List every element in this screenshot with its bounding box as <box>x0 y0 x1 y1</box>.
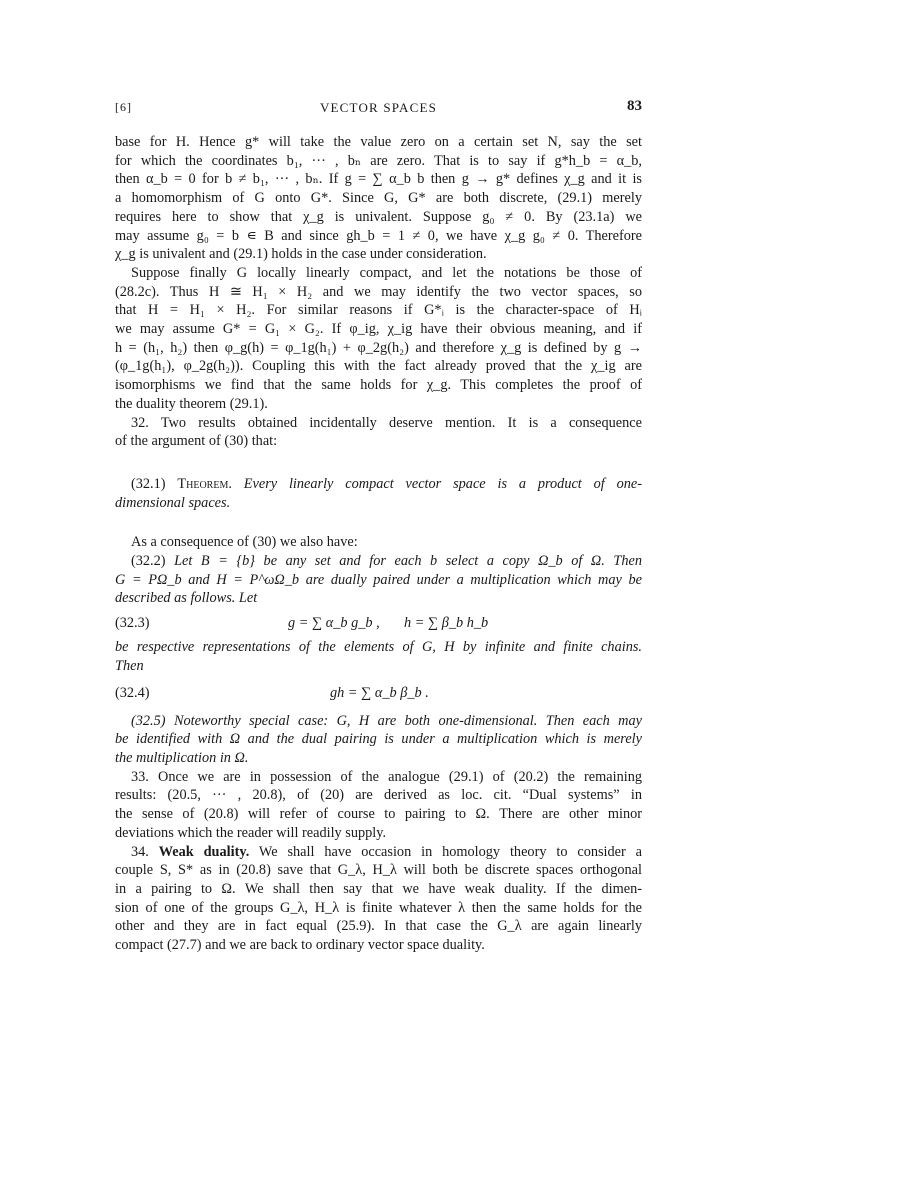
text-line: 33. Once we are in possession of the analogue (29.1) of (20.2) the remaining <box>131 768 642 785</box>
text-line: base for H. Hence g* will take the value zero on a certain set N, say the set <box>115 134 642 150</box>
proposition-number: (32.2) <box>131 553 166 570</box>
text-line: deviations which the reader will readily supply. <box>115 824 387 841</box>
text-line: (φ_1g(h₁), φ_2g(h₂)). Coupling this with the fact already proved that the χ_ig are <box>115 358 642 375</box>
paragraph-consequence <box>115 533 642 552</box>
text-line: a homomorphism of G onto G*. Since G, G* are both discrete, (29.1) merely <box>115 190 642 207</box>
text-line: Then <box>115 657 144 674</box>
text-line: As a consequence of (30) we also have: <box>131 534 358 551</box>
text-line: be identified with Ω and the dual pairing is under a multiplication which is merely <box>115 731 642 748</box>
page-number: 83 <box>627 98 642 114</box>
text-line: couple S, S* as in (20.8) save that G_λ, H_λ will both be discrete spaces orthogonal <box>115 862 642 879</box>
text-line: 32. Two results obtained incidentally deserve mention. It is a consequence <box>131 414 642 431</box>
text-line: χ_g is univalent and (29.1) holds in the case under consideration. <box>115 246 487 263</box>
paragraph-proof-discrete <box>115 133 642 264</box>
text-line: the multiplication in Ω. <box>115 749 249 766</box>
text-line: (28.2c). Thus H ≅ H₁ × H₂ and we may identify the two vector spaces, so <box>115 283 642 300</box>
proposition-32-2 <box>115 552 642 608</box>
text-line: then α_b = 0 for b ≠ b₁, ··· , bₙ. If g = ∑ α_b b then g → g* defines χ_g and it is <box>115 171 642 188</box>
text-line: sion of one of the groups G_λ, H_λ is finite whatever λ then the same holds for the <box>115 899 642 916</box>
text-line: (32.2) Let B = {b} be any set and for each b select a copy Ω_b of Ω. Then <box>131 553 642 570</box>
theorem-32-1 <box>115 475 642 512</box>
chapter-title: VECTOR SPACES <box>319 100 438 115</box>
text-line: we may assume G* = G₁ × G₂. If φ_ig, χ_ig have their obvious meaning, and if <box>115 321 642 338</box>
text-line: h = (h₁, h₂) then φ_g(h) = φ_1g(h₁) + φ_2g(h₂) and therefore χ_g is defined by g → <box>115 339 642 356</box>
equation-32-4 <box>115 682 642 704</box>
text-line: the sense of (20.8) will refer of course to pairing to Ω. There are other minor <box>115 806 642 823</box>
equation-left: g = ∑ α_b g_b , <box>288 615 380 632</box>
theorem-number: (32.1) <box>131 475 166 492</box>
section-marker: [6] <box>115 100 132 114</box>
book-page <box>115 98 642 955</box>
text-line: isomorphisms we find that the same holds for χ_g. This completes the proof of <box>115 377 642 394</box>
section-number: 34. <box>131 843 149 860</box>
equation-32-3 <box>115 612 642 634</box>
text-line: in a pairing to Ω. We shall then say that we have weak duality. If the dimen- <box>115 880 642 897</box>
text-line: be respective representations of the elements of G, H by infinite and finite chains. <box>115 639 642 656</box>
text-line: compact (27.7) and we are back to ordinary vector space duality. <box>115 937 485 954</box>
text-line: 34. Weak duality. We shall have occasion in homology theory to consider a <box>131 843 643 860</box>
text-line: may assume g₀ = b ∊ B and since gh_b = 1 ≠ 0, we have χ_g g₀ ≠ 0. Therefore <box>115 227 642 244</box>
running-header <box>115 98 642 118</box>
text-line: requires here to show that χ_g is univalent. Suppose g₀ ≠ 0. By (23.1a) we <box>115 208 642 225</box>
theorem-text: Every linearly compact vector space is a product of one- <box>243 475 642 492</box>
text-line: other and they are in fact equal (25.9). In that case the G_λ are again linearly <box>115 918 642 935</box>
text-line: (32.5) Noteworthy special case: G, H are both one-dimensional. Then each may <box>131 712 642 729</box>
equation-expression: gh = ∑ α_b β_b . <box>330 684 429 701</box>
text-line: the duality theorem (29.1). <box>115 395 268 412</box>
section-heading: Weak duality. <box>158 843 250 860</box>
page-body <box>115 133 642 955</box>
text-line: that H = H₁ × H₂. For similar reasons if G*ᵢ is the character-space of Hᵢ <box>115 302 642 319</box>
special-case-32-5 <box>115 712 642 768</box>
text-line: results: (20.5, ··· , 20.8), of (20) are derived as loc. cit. “Dual systems” in <box>115 787 642 804</box>
text-line: for which the coordinates b₁, ··· , bₙ are zero. That is to say if g*h_b = α_b, <box>115 152 642 169</box>
text-line: described as follows. Let <box>115 590 258 607</box>
paragraph-locally-compact <box>115 264 642 414</box>
equation-number: (32.3) <box>115 615 150 632</box>
text-line: G = PΩ_b and H = P^ωΩ_b are dually paired under a multiplication which may be <box>115 571 642 588</box>
theorem-label: Theorem. <box>177 475 232 492</box>
paragraph-section-34 <box>115 843 642 955</box>
paragraph-representations <box>115 638 642 675</box>
equation-right: h = ∑ β_b h_b <box>404 615 489 632</box>
text-line <box>115 475 642 494</box>
paragraph-section-32 <box>115 414 642 451</box>
text-line: dimensional spaces. <box>115 494 231 511</box>
paragraph-section-33 <box>115 768 642 843</box>
equation-number: (32.4) <box>115 684 150 701</box>
text-line: Suppose finally G locally linearly compact, and let the notations be those of <box>131 264 642 281</box>
text-line: of the argument of (30) that: <box>115 433 278 450</box>
